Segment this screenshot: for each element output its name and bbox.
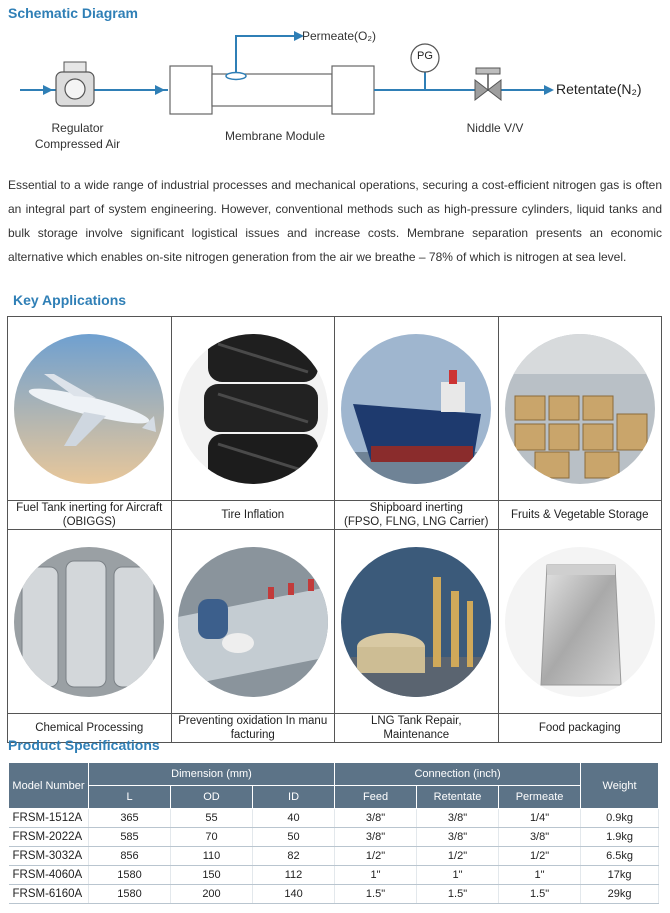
pressure-gauge-label: PG	[417, 50, 433, 62]
table-cell: 3/8"	[417, 828, 499, 847]
table-row	[9, 809, 659, 828]
table-cell: 1/4"	[499, 809, 581, 828]
table-cell: 856	[89, 847, 171, 866]
table-cell: 3/8"	[335, 828, 417, 847]
model-number-cell: FRSM-1512A	[9, 809, 89, 828]
table-cell: 50	[253, 828, 335, 847]
table-cell: 1/2"	[417, 847, 499, 866]
app-cell-ship	[335, 317, 499, 501]
caption-line: Tire Inflation	[221, 509, 285, 521]
applications-grid	[7, 316, 662, 743]
schematic-diagram	[0, 22, 670, 162]
needle-valve-label: Niddle V/V	[466, 121, 524, 135]
membrane-module-label: Membrane Module	[224, 129, 326, 143]
header-permeate: Permeate	[499, 786, 581, 809]
schematic-title: Schematic Diagram	[8, 5, 138, 21]
membrane-module-icon	[170, 66, 374, 114]
app-cell-warehouse	[498, 317, 662, 501]
app-caption-ship	[335, 501, 499, 530]
table-cell: 1580	[89, 885, 171, 904]
app-caption-tire	[171, 501, 335, 530]
app-caption-food-bag	[498, 714, 662, 743]
model-number-cell: FRSM-4060A	[9, 866, 89, 885]
header-model: Model Number	[9, 763, 89, 809]
header-retentate: Retentate	[417, 786, 499, 809]
table-cell: 200	[171, 885, 253, 904]
tanks-image	[14, 547, 164, 697]
table-cell: 55	[171, 809, 253, 828]
regulator-icon	[56, 62, 94, 106]
table-cell: 29kg	[581, 885, 659, 904]
caption-line: Fruits & Vegetable Storage	[511, 509, 649, 521]
header-id: ID	[253, 786, 335, 809]
regulator-label	[30, 120, 125, 152]
caption-line: Shipboard inerting	[369, 502, 463, 514]
model-number-cell: FRSM-2022A	[9, 828, 89, 847]
table-cell: 3/8"	[417, 809, 499, 828]
compressed-air-text: Compressed Air	[34, 137, 121, 151]
needle-valve-icon	[475, 68, 501, 100]
model-number-cell: FRSM-3032A	[9, 847, 89, 866]
model-number-cell: FRSM-6160A	[9, 885, 89, 904]
table-cell: 0.9kg	[581, 809, 659, 828]
table-cell: 140	[253, 885, 335, 904]
table-cell: 1/2"	[499, 847, 581, 866]
caption-line: Food packaging	[538, 722, 621, 734]
table-row	[9, 866, 659, 885]
table-row	[9, 885, 659, 904]
specifications-table	[8, 762, 659, 904]
caption-line: Preventing oxidation In manu	[178, 715, 328, 727]
table-cell: 17kg	[581, 866, 659, 885]
caption-line: (OBIGGS)	[62, 516, 116, 528]
specifications-title: Product Specifications	[8, 737, 160, 753]
warehouse-image	[505, 334, 655, 484]
app-cell-manufacturing	[171, 530, 335, 714]
caption-line: LNG Tank Repair,	[370, 715, 462, 727]
table-cell: 1.5"	[335, 885, 417, 904]
table-cell: 1"	[335, 866, 417, 885]
manufacturing-image	[178, 547, 328, 697]
header-l: L	[89, 786, 171, 809]
caption-line: Chemical Processing	[35, 722, 144, 734]
table-cell: 110	[171, 847, 253, 866]
table-cell: 1"	[417, 866, 499, 885]
app-cell-lng-plant	[335, 530, 499, 714]
regulator-text: Regulator	[51, 121, 104, 135]
table-cell: 365	[89, 809, 171, 828]
table-cell: 1.9kg	[581, 828, 659, 847]
table-row	[9, 847, 659, 866]
app-cell-aircraft	[8, 317, 172, 501]
retentate-label: Retentate(N₂)	[556, 81, 642, 97]
header-connection: Connection (inch)	[335, 763, 581, 786]
table-cell: 70	[171, 828, 253, 847]
table-cell: 1/2"	[335, 847, 417, 866]
table-row	[9, 828, 659, 847]
food-bag-image	[505, 547, 655, 697]
table-cell: 1.5"	[417, 885, 499, 904]
header-feed: Feed	[335, 786, 417, 809]
caption-line: Maintenance	[383, 729, 450, 741]
lng-plant-image	[341, 547, 491, 697]
table-cell: 1580	[89, 866, 171, 885]
permeate-label: Permeate(O₂)	[302, 29, 377, 43]
caption-line: Fuel Tank inerting for Aircraft	[16, 502, 163, 514]
table-cell: 6.5kg	[581, 847, 659, 866]
app-caption-warehouse	[498, 501, 662, 530]
table-cell: 1.5"	[499, 885, 581, 904]
feed-arrow-1	[43, 85, 53, 95]
table-cell: 40	[253, 809, 335, 828]
table-cell: 1"	[499, 866, 581, 885]
app-cell-tanks	[8, 530, 172, 714]
caption-line: (FPSO, FLNG, LNG Carrier)	[344, 516, 489, 528]
app-caption-lng-plant	[335, 714, 499, 743]
header-od: OD	[171, 786, 253, 809]
app-cell-food-bag	[498, 530, 662, 714]
feed-arrow-2	[155, 85, 165, 95]
permeate-line	[236, 36, 298, 72]
applications-title: Key Applications	[13, 292, 127, 308]
header-dimension: Dimension (mm)	[89, 763, 335, 786]
specifications-body	[9, 809, 659, 904]
table-cell: 3/8"	[335, 809, 417, 828]
intro-paragraph: Essential to a wide range of industrial processes and mechanical operations, securing a cost-efficient nitrogen gas is often an integral part of system engineering. However, conventional methods such as high-pressure cylinders, liquid tanks and bulk storage involve significant logistical issues and increase costs. Membrane separation presents an economic alternative which enables on-site nitrogen generation from the air we breathe – 78% of which is nitrogen at sea level.	[8, 178, 662, 264]
ship-image	[341, 334, 491, 484]
header-weight: Weight	[581, 763, 659, 809]
app-caption-aircraft	[8, 501, 172, 530]
table-cell: 82	[253, 847, 335, 866]
tire-image	[178, 334, 328, 484]
app-caption-manufacturing	[171, 714, 335, 743]
app-cell-tire	[171, 317, 335, 501]
caption-line: facturing	[230, 729, 275, 741]
retentate-arrow	[544, 85, 554, 95]
aircraft-image	[14, 334, 164, 484]
table-cell: 585	[89, 828, 171, 847]
table-cell: 150	[171, 866, 253, 885]
table-cell: 112	[253, 866, 335, 885]
table-cell: 3/8"	[499, 828, 581, 847]
